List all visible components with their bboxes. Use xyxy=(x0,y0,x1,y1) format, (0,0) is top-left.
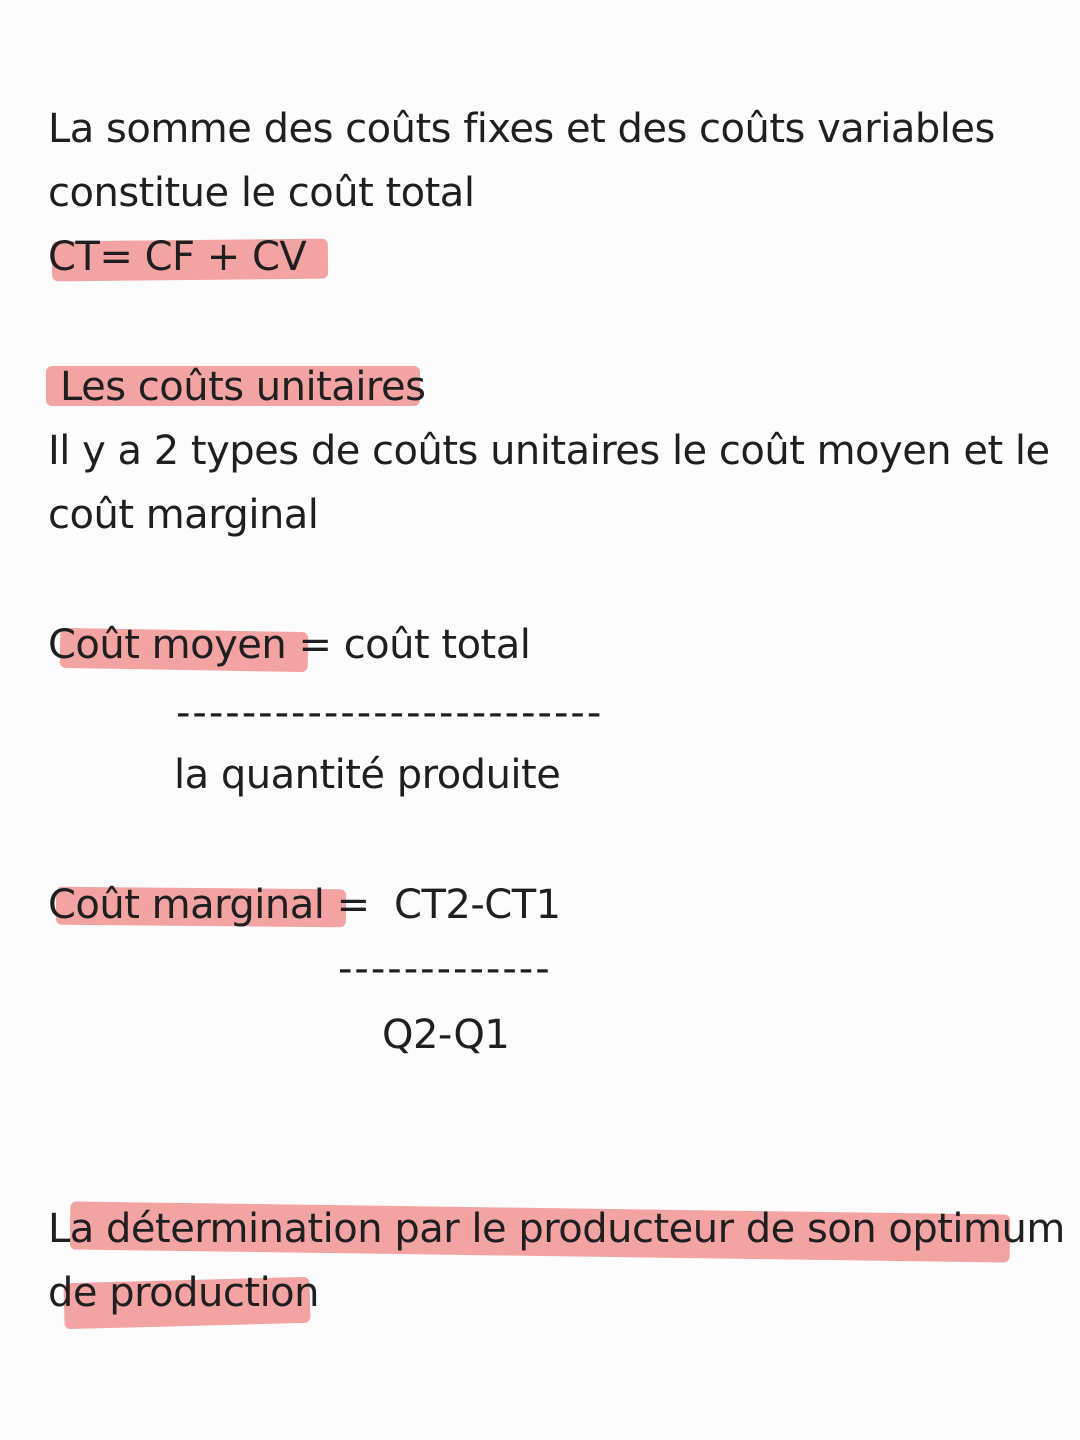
marginal-cost-numerator: CT2-CT1 xyxy=(394,882,561,928)
optimum-line2: de production xyxy=(48,1270,319,1316)
paragraph-line xyxy=(48,1268,319,1318)
average-cost-label: Coût moyen xyxy=(48,622,287,668)
paragraph-line xyxy=(48,490,318,540)
marginal-cost-label: Coût marginal xyxy=(48,882,325,928)
formula-line xyxy=(48,232,306,282)
average-cost-denominator: la quantité produite xyxy=(174,752,561,798)
unit-costs-line2: coût marginal xyxy=(48,492,319,538)
optimum-line1: La détermination par le producteur de son optimum xyxy=(48,1206,1065,1252)
marginal-cost-denominator: Q2-Q1 xyxy=(382,1012,510,1058)
section-heading-line xyxy=(60,362,425,412)
total-cost-formula: CT= CF + CV xyxy=(48,234,307,280)
paragraph1-line2: constitue le coût total xyxy=(48,170,475,216)
average-cost-fraction-bar: -------------------------- xyxy=(176,690,604,736)
average-cost-equation xyxy=(48,620,530,670)
average-cost-equals: = xyxy=(286,622,344,668)
paragraph-line xyxy=(48,1204,1065,1254)
marginal-cost-equals: = xyxy=(324,882,395,928)
unit-costs-line1: Il y a 2 types de coûts unitaires le coût moyen et le xyxy=(48,428,1050,474)
paragraph-line xyxy=(48,168,474,218)
average-cost-numerator: coût total xyxy=(343,622,531,668)
marginal-cost-denominator-line xyxy=(382,1010,509,1060)
paragraph-line xyxy=(48,104,995,154)
average-cost-denominator-line xyxy=(174,750,560,800)
marginal-cost-equation xyxy=(48,880,561,930)
unit-costs-heading: Les coûts unitaires xyxy=(60,364,426,410)
paragraph-line xyxy=(48,426,1050,476)
paragraph1-line1: La somme des coûts fixes et des coûts variables xyxy=(48,106,995,152)
marginal-cost-fraction-bar: ------------- xyxy=(338,946,552,992)
